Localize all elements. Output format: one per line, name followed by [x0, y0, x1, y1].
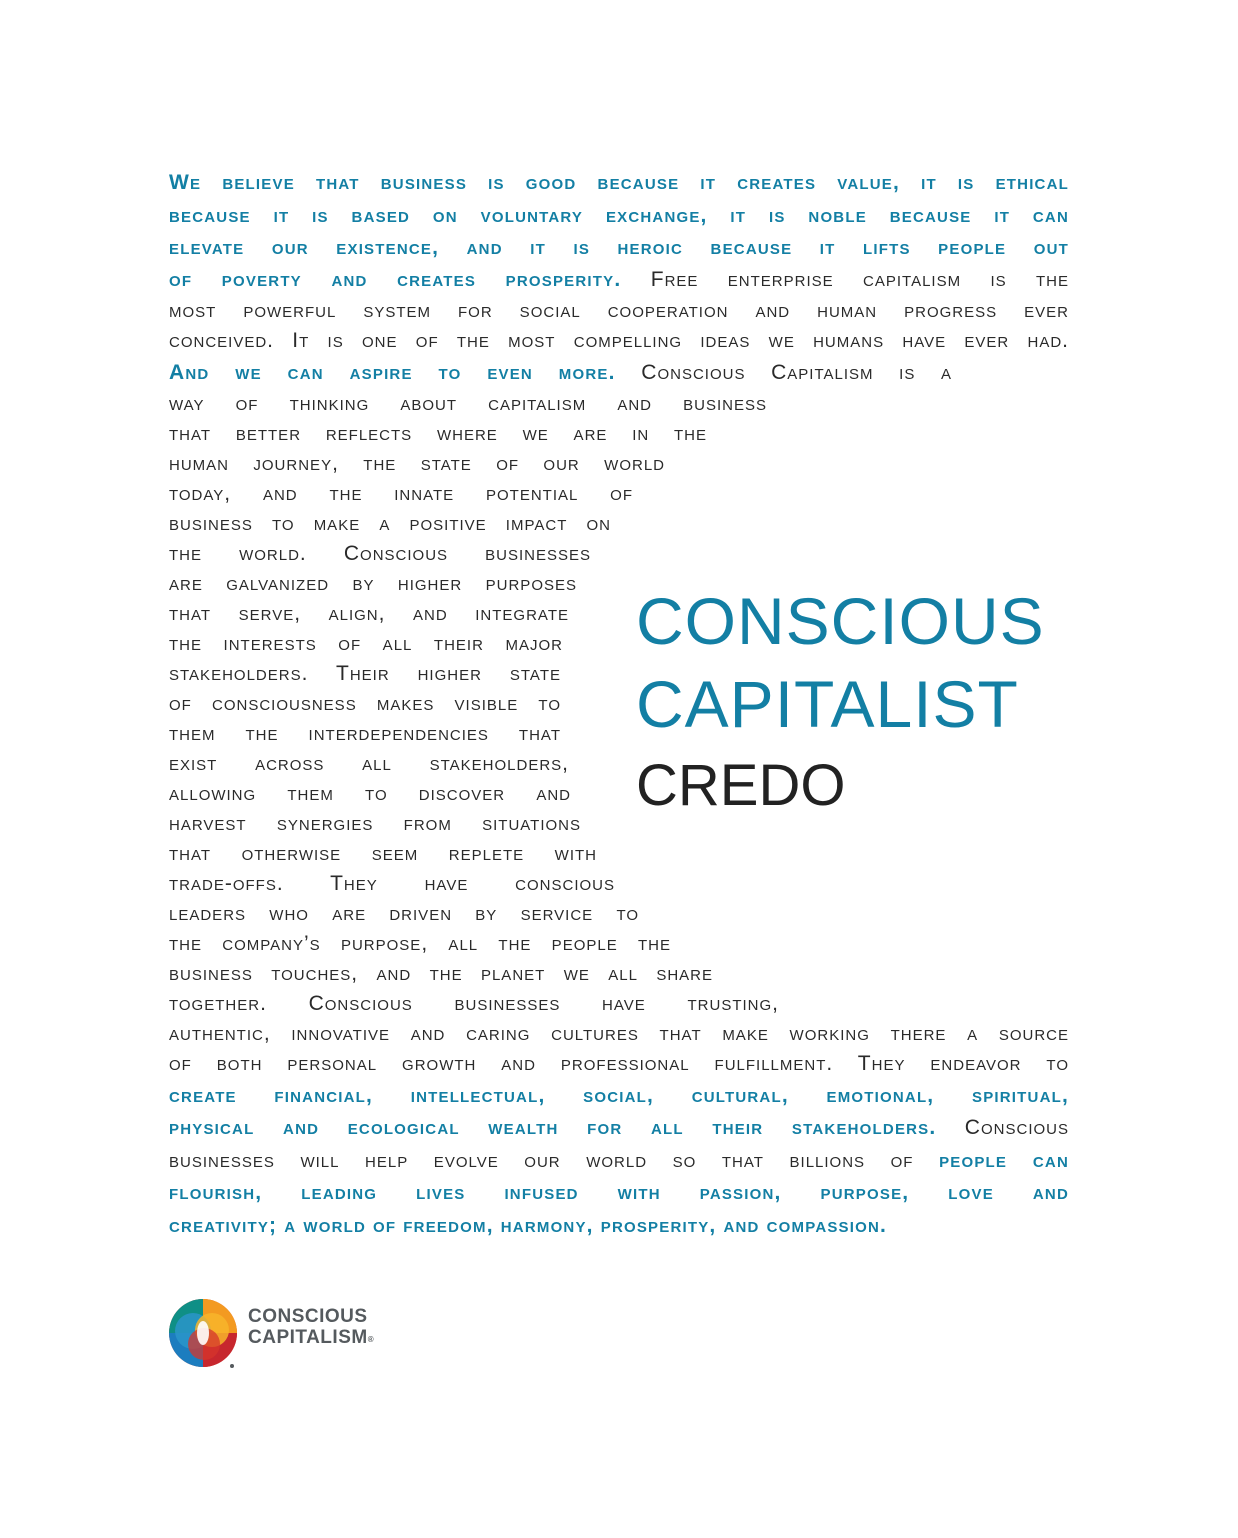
credo-body-text: them the interdependencies that — [169, 722, 561, 745]
credo-highlight-text: people can — [939, 1149, 1069, 1172]
credo-highlight-text: We believe that business is good because it creates value, it is ethical — [169, 171, 1069, 194]
credo-line — [169, 869, 615, 899]
credo-body-text: business to make a positive impact on — [169, 512, 611, 535]
credo-highlight-text: creativity; a world of freedom, harmony, prosperity, and compassion. — [169, 1214, 888, 1237]
credo-body-text: are galvanized by higher purposes — [169, 572, 577, 595]
logo-text-capitalism — [248, 1328, 374, 1348]
credo-body-text: most powerful system for social cooperation and human progress ever — [169, 299, 1069, 322]
credo-highlight-text: physical and ecological wealth for all their stakeholders. — [169, 1116, 937, 1139]
title-line-conscious: CONSCIOUS — [636, 584, 1045, 658]
credo-body-text: together. Conscious businesses have trusting, — [169, 992, 779, 1015]
credo-body-text: allowing them to discover and — [169, 782, 571, 805]
credo-line — [169, 1178, 1069, 1208]
title-line-credo: CREDO — [636, 753, 846, 818]
credo-line — [169, 719, 561, 749]
credo-body-text: businesses will help evolve our world so that billions of — [169, 1149, 940, 1172]
credo-line — [169, 296, 1069, 326]
credo-body-text: conceived. It is one of the most compelling ideas we humans have ever had. — [169, 329, 1069, 352]
credo-body-text: business touches, and the planet we all share — [169, 962, 713, 985]
credo-line — [169, 201, 1069, 231]
credo-line — [169, 1146, 1069, 1176]
credo-line — [169, 809, 581, 839]
credo-line — [169, 839, 597, 869]
credo-line — [169, 539, 591, 569]
credo-line — [169, 959, 713, 989]
credo-body-text: leaders who are driven by service to — [169, 902, 639, 925]
credo-line — [169, 168, 1069, 198]
credo-body-text: that serve, align, and integrate — [169, 602, 569, 625]
credo-line — [169, 659, 561, 689]
credo-body-text: way of thinking about capitalism and business — [169, 392, 767, 415]
credo-body-text: today, and the innate potential of — [169, 482, 633, 505]
credo-line — [169, 1019, 1069, 1049]
credo-line — [169, 449, 665, 479]
credo-line — [169, 629, 563, 659]
credo-line — [169, 233, 1069, 263]
credo-body-text: exist across all stakeholders, — [169, 752, 569, 775]
credo-body-text: Conscious — [936, 1116, 1069, 1139]
credo-line — [169, 779, 571, 809]
credo-body-text: human journey, the state of our world — [169, 452, 665, 475]
credo-line — [169, 389, 767, 419]
credo-body-text: Free enterprise capitalism is the — [621, 268, 1069, 291]
credo-line — [169, 509, 611, 539]
conscious-capitalism-logo — [166, 1297, 406, 1371]
credo-line — [169, 265, 1069, 295]
credo-line — [169, 326, 1069, 356]
credo-line — [169, 419, 707, 449]
credo-highlight-text: of poverty and creates prosperity. — [169, 268, 622, 291]
logo-text-capitalism-word: CAPITALISM — [248, 1327, 368, 1348]
credo-highlight-text: create financial, intellectual, social, cultural, emotional, spiritual, — [169, 1084, 1069, 1107]
credo-body-text: of consciousness makes visible to — [169, 692, 561, 715]
credo-body-text: the interests of all their major — [169, 632, 563, 655]
credo-body-text: that otherwise seem replete with — [169, 842, 597, 865]
credo-line — [169, 989, 779, 1019]
credo-body-text: the world. Conscious businesses — [169, 542, 591, 565]
credo-line — [169, 689, 561, 719]
credo-body-text: Conscious Capitalism is a — [615, 361, 952, 384]
credo-line — [169, 1049, 1069, 1079]
credo-body-text: harvest synergies from situations — [169, 812, 581, 835]
credo-line — [169, 1081, 1069, 1111]
credo-highlight-text: elevate our existence, and it is heroic because it lifts people out — [169, 236, 1069, 259]
credo-body-text: stakeholders. Their higher state — [169, 662, 561, 685]
credo-body-text: the company’s purpose, all the people the — [169, 932, 671, 955]
logo-text-conscious: CONSCIOUS — [248, 1306, 368, 1327]
credo-line — [169, 929, 671, 959]
registered-mark: ® — [367, 1335, 375, 1344]
overlapping-circles-logo-icon — [166, 1297, 240, 1371]
credo-line — [169, 749, 569, 779]
credo-line — [169, 479, 633, 509]
credo-body-text: that better reflects where we are in the — [169, 422, 707, 445]
credo-line — [169, 1211, 1069, 1241]
credo-highlight-text: And we can aspire to even more. — [169, 361, 616, 384]
credo-highlight-text: because it is based on voluntary exchange, it is noble because it can — [169, 204, 1069, 227]
credo-body-text: authentic, innovative and caring cultures that make working there a source — [169, 1022, 1069, 1045]
credo-highlight-text: flourish, leading lives infused with passion, purpose, love and — [169, 1181, 1069, 1204]
credo-line — [169, 1113, 1069, 1143]
credo-body-text: of both personal growth and professional fulfillment. They endeavor to — [169, 1052, 1069, 1075]
credo-line — [169, 899, 639, 929]
credo-line — [169, 569, 577, 599]
credo-line — [169, 599, 569, 629]
credo-line — [169, 358, 952, 388]
title-line-capitalist: CAPITALIST — [636, 667, 1019, 741]
credo-body-text: trade-offs. They have conscious — [169, 872, 615, 895]
